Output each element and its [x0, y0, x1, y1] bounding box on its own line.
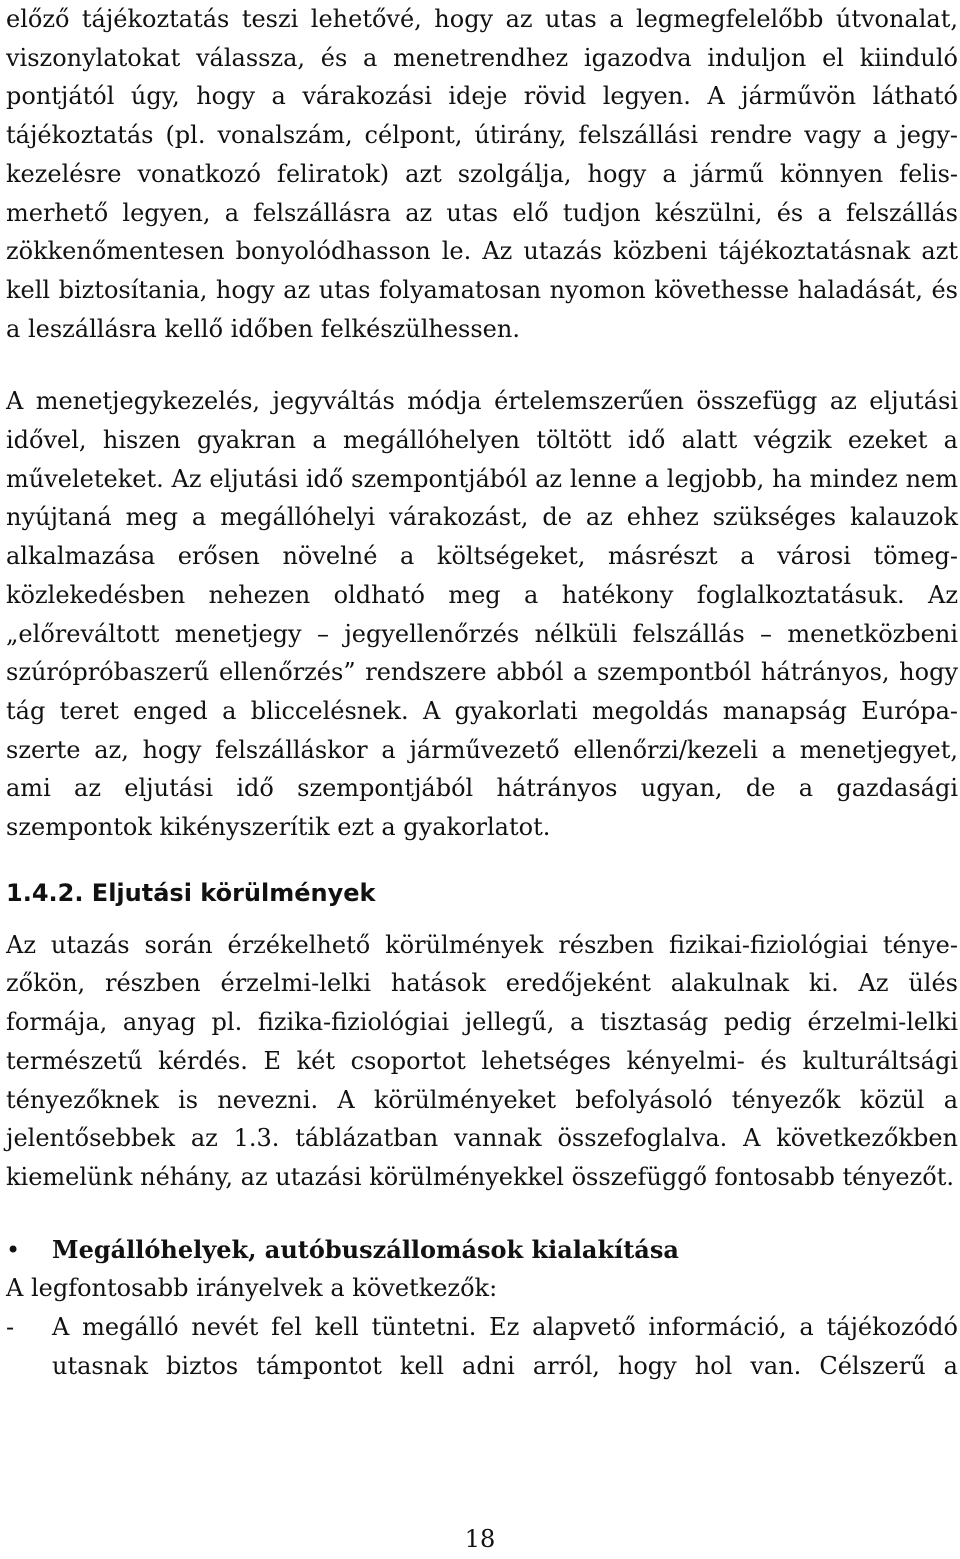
list-item-line-1: A megálló nevét fel kell tüntetni. Ez alapvető információ, a tájékozódó — [52, 1313, 958, 1342]
section-heading: 1.4.2. Eljutási körülmények — [6, 878, 376, 907]
list-item-line-2: utasnak biztos támpontot kell adni arról, hogy hol van. Célszerű a — [52, 1351, 958, 1380]
bullet-icon: • — [6, 1235, 21, 1264]
paragraph-passenger-information: előző tájékoztatás teszi lehetővé, hogy az utas a legmegfelelőbb útvonalat, viszonylatokat válassza, és a menetrendhez igazodva induljon el kiinduló pontjától úgy, hogy a várakozási ideje rövid legyen. A járművön látható tájékoztatás (pl. vonalszám, célpont, útirány, felszállási rendre vagy a jegykezelésre vonatkozó feliratok) azt szolgálja, hogy a jármű könnyen felismerhető legyen, a felszállásra az utas elő tudjon készülni, és a felszállás zökkenőmentesen bonyolódhasson le. Az utazás közbeni tájékoztatásnak azt kell biztosítania, hogy az utas folyamatosan nyomon követhesse haladását, és a leszállásra kellő időben felkészülhessen. — [6, 5, 958, 343]
dash-marker: - — [6, 1313, 15, 1342]
paragraph-travel-conditions: Az utazás során érzékelhető körülmények részben fizikai-fiziológiai tényezőkön, részben érzelmi-lelki hatások eredőjeként alakulnak ki. Az ülés formája, anyag pl. fizika-fiziológiai jellegű, a tisztaság pedig érzelmi-lelki természetű kérdés. E két csoportot lehetséges kényelmi- és kulturáltsági tényezőknek is nevezni. A körülményeket befolyásoló tényezők közül a jelentősebbek az 1.3. táblázatban vannak összefoglalva. A következőkben kiemelünk néhány, az utazási körülményekkel összefüggő fontosabb tényezőt. — [6, 930, 958, 1191]
page-number: 18 — [464, 1525, 496, 1553]
list-item — [6, 1308, 958, 1385]
list-item-text — [52, 1308, 958, 1385]
bullet-heading-stops — [6, 1231, 958, 1270]
bullet-heading-text: Megállóhelyek, autóbuszállomások kialakítása — [52, 1234, 679, 1264]
paragraph-ticketing: A menetjegykezelés, jegyváltás módja értelemszerűen összefügg az eljutási idővel, hiszen gyakran a megállóhelyen töltött idő alatt végzik ezeket a műveleteket. Az eljutási idő szempontjából az lenne a legjobb, ha mindez nem nyújtaná meg a megállóhelyi várakozást, de az ehhez szükséges kalauzok alkalmazása erősen növelné a költségeket, másrészt a városi tömegközlekedésben nehezen oldható meg a hatékony foglalkoztatásuk. Az „előreváltott menetjegy – jegyellenőrzés nélküli felszállás – menetközbeni szúrópróbaszerű ellenőrzés” rendszere abból a szempontból hátrányos, hogy tág teret enged a bliccelésnek. A gyakorlati megoldás manapság Európa-szerte az, hogy felszálláskor a járművezető ellenőrzi/kezeli a menetjegyet, ami az eljutási idő szempontjából hátrányos ugyan, de a gazdasági szempontok kikényszerítik ezt a gyakorlatot. — [6, 387, 958, 842]
paragraph-guidelines-intro: A legfontosabb irányelvek a következők: — [6, 1274, 498, 1303]
document-page — [6, 0, 958, 1386]
